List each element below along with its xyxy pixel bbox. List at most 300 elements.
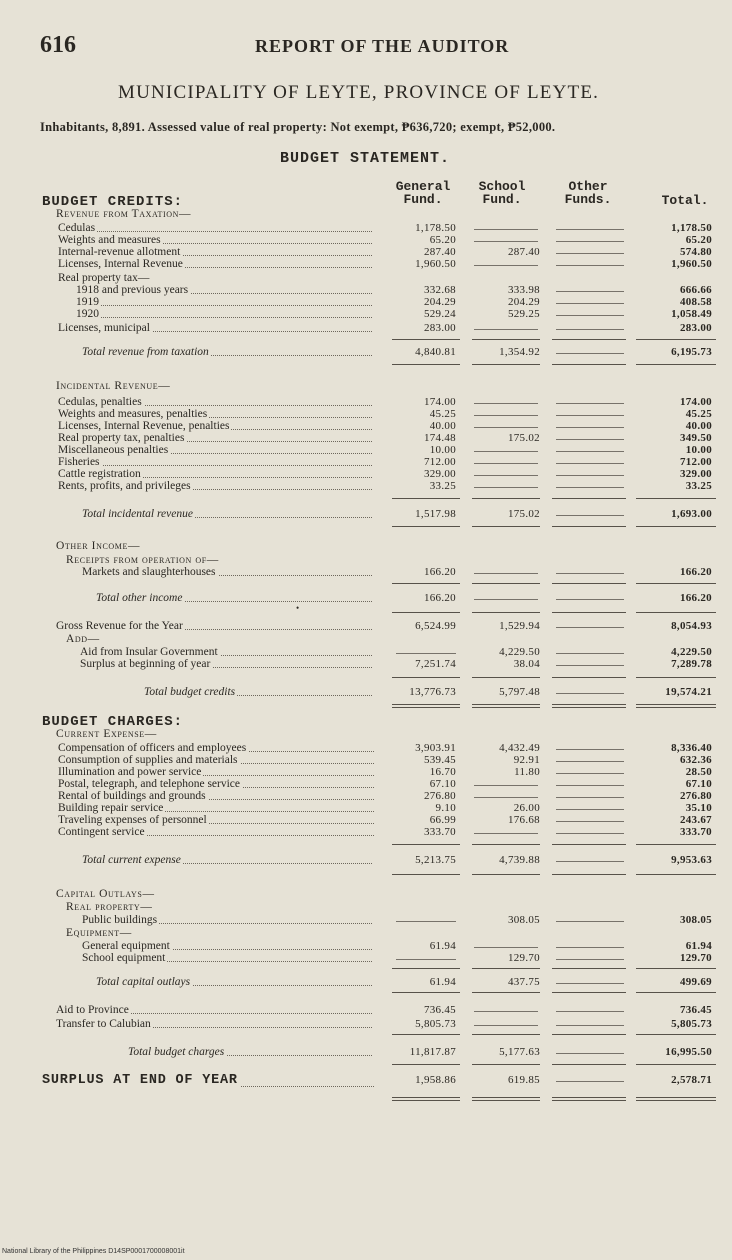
gross-revenue-row bbox=[0, 620, 732, 633]
cell-total: 16,995.50 bbox=[665, 1046, 712, 1058]
empty-cell-other bbox=[556, 463, 624, 464]
empty-cell-other bbox=[556, 241, 624, 242]
total-rule bbox=[392, 704, 460, 708]
cell-total: 1,693.00 bbox=[671, 508, 712, 520]
cell-school: 333.98 bbox=[507, 284, 540, 296]
total-rule bbox=[636, 677, 716, 678]
total-rule bbox=[552, 612, 626, 613]
table-row bbox=[0, 322, 732, 335]
empty-cell-other bbox=[556, 809, 624, 810]
cell-total: 28.50 bbox=[685, 766, 712, 778]
total-rule bbox=[392, 677, 460, 678]
total-rule bbox=[392, 583, 460, 584]
row-label bbox=[128, 1046, 372, 1059]
empty-cell-other bbox=[556, 959, 624, 960]
cell-general: 329.00 bbox=[423, 468, 456, 480]
total-rule bbox=[392, 992, 460, 993]
cell-total: 8,054.93 bbox=[671, 620, 712, 632]
incidental-total-row bbox=[0, 508, 732, 521]
total-rule bbox=[392, 1034, 460, 1035]
total-rule bbox=[552, 704, 626, 708]
table-row bbox=[0, 566, 732, 579]
total-rule bbox=[552, 339, 626, 340]
empty-cell-school bbox=[474, 487, 538, 488]
current-expense-heading: Current Expense— bbox=[56, 728, 157, 740]
cell-general: 3,903.91 bbox=[415, 742, 456, 754]
total-rule bbox=[636, 874, 716, 875]
table-row bbox=[0, 914, 732, 927]
empty-cell-other bbox=[556, 1081, 624, 1082]
total-rule bbox=[552, 1097, 626, 1101]
total-rule bbox=[472, 1064, 540, 1065]
total-rule bbox=[636, 583, 716, 584]
row-label-text: Gross Revenue for the Year bbox=[56, 620, 183, 632]
total-rule bbox=[392, 612, 460, 613]
empty-cell-other bbox=[556, 439, 624, 440]
total-rule bbox=[392, 364, 460, 365]
cell-total: 129.70 bbox=[679, 952, 712, 964]
taxation-heading: Revenue from Taxation— bbox=[56, 208, 192, 220]
total-rule bbox=[552, 498, 626, 499]
cell-school: 4,739.88 bbox=[499, 854, 540, 866]
cell-school: 287.40 bbox=[507, 246, 540, 258]
empty-cell-other bbox=[556, 451, 624, 452]
cell-general: 174.48 bbox=[423, 432, 456, 444]
cell-school: 26.00 bbox=[513, 802, 540, 814]
table-row bbox=[0, 826, 732, 839]
cell-general: 1,517.98 bbox=[415, 508, 456, 520]
cell-total: 10.00 bbox=[685, 444, 712, 456]
total-rule bbox=[552, 992, 626, 993]
empty-cell-other bbox=[556, 229, 624, 230]
total-rule bbox=[472, 992, 540, 993]
cell-total: 283.00 bbox=[679, 322, 712, 334]
current-total-row bbox=[0, 854, 732, 867]
empty-cell-school bbox=[474, 427, 538, 428]
cell-total: 276.80 bbox=[679, 790, 712, 802]
row-label-text: 1919 bbox=[76, 296, 99, 308]
empty-cell-other bbox=[556, 303, 624, 304]
report-title: REPORT OF THE AUDITOR bbox=[255, 36, 510, 56]
cell-school: 308.05 bbox=[507, 914, 540, 926]
cell-general: 16.70 bbox=[429, 766, 456, 778]
cell-total: 712.00 bbox=[679, 456, 712, 468]
cell-total: 329.00 bbox=[679, 468, 712, 480]
cell-school: 11.80 bbox=[514, 766, 540, 778]
cell-school: 204.29 bbox=[507, 296, 540, 308]
cell-general: 5,805.73 bbox=[415, 1018, 456, 1030]
total-rule bbox=[552, 844, 626, 845]
budget-credits-heading: BUDGET CREDITS: bbox=[42, 194, 184, 210]
footer-note: National Library of the Philippines D14SP0001700008001it bbox=[2, 1248, 185, 1255]
cell-general: 1,178.50 bbox=[415, 222, 456, 234]
add-heading: Add— bbox=[66, 633, 100, 645]
cell-general: 33.25 bbox=[429, 480, 456, 492]
cell-school: 5,177.63 bbox=[499, 1046, 540, 1058]
cell-school: 1,529.94 bbox=[499, 620, 540, 632]
total-rule bbox=[552, 1064, 626, 1065]
empty-cell-other bbox=[556, 515, 624, 516]
cell-general: 10.00 bbox=[429, 444, 456, 456]
total-rule bbox=[636, 968, 716, 969]
municipality-title: MUNICIPALITY OF LEYTE, PROVINCE OF LEYTE. bbox=[118, 82, 600, 103]
empty-cell-other bbox=[556, 427, 624, 428]
total-rule bbox=[472, 1097, 540, 1101]
column-header-total: Total. bbox=[661, 193, 709, 208]
row-label-text: Miscellaneous penalties bbox=[58, 444, 169, 456]
cell-general: 61.94 bbox=[429, 940, 456, 952]
empty-cell-other bbox=[556, 749, 624, 750]
row-label bbox=[82, 914, 372, 927]
cell-total: 35.10 bbox=[685, 802, 712, 814]
row-label-text: Cedulas bbox=[58, 222, 96, 234]
cell-general: 736.45 bbox=[423, 1004, 456, 1016]
cell-total: 666.66 bbox=[679, 284, 712, 296]
bullet-mark: • bbox=[296, 603, 300, 613]
row-label bbox=[58, 826, 374, 839]
column-header-general: General Fund. bbox=[395, 179, 451, 207]
cell-school: 437.75 bbox=[507, 976, 540, 988]
empty-cell-other bbox=[556, 315, 624, 316]
empty-cell-school bbox=[474, 785, 538, 786]
other-income-heading: Other Income— bbox=[56, 540, 141, 552]
empty-cell-other bbox=[556, 403, 624, 404]
cell-school: 175.02 bbox=[507, 508, 540, 520]
row-label bbox=[144, 686, 372, 699]
empty-cell-general bbox=[396, 653, 456, 654]
empty-cell-other bbox=[556, 627, 624, 628]
empty-cell-other bbox=[556, 665, 624, 666]
row-label-text: Licenses, municipal bbox=[58, 322, 150, 334]
empty-cell-school bbox=[474, 463, 538, 464]
total-rule bbox=[636, 704, 716, 708]
empty-cell-other bbox=[556, 861, 624, 862]
row-label-text: Real property tax, penalties bbox=[58, 432, 185, 444]
total-rule bbox=[472, 583, 540, 584]
row-label-text: Rental of buildings and grounds bbox=[58, 790, 206, 802]
cell-school: 175.02 bbox=[507, 432, 540, 444]
total-rule bbox=[552, 1034, 626, 1035]
cell-general: 333.70 bbox=[423, 826, 456, 838]
total-rule bbox=[392, 844, 460, 845]
total-rule bbox=[552, 526, 626, 527]
total-rule bbox=[472, 874, 540, 875]
aid-to-province-row bbox=[0, 1004, 732, 1017]
empty-cell-other bbox=[556, 353, 624, 354]
row-label bbox=[96, 592, 372, 605]
empty-cell-other bbox=[556, 833, 624, 834]
row-label-text: Rents, profits, and privileges bbox=[58, 480, 191, 492]
total-rule bbox=[392, 1097, 460, 1101]
total-rule bbox=[472, 498, 540, 499]
empty-cell-school bbox=[474, 797, 538, 798]
cell-total: 499.69 bbox=[679, 976, 712, 988]
empty-cell-school bbox=[474, 229, 538, 230]
row-label bbox=[82, 508, 372, 521]
empty-cell-general bbox=[396, 921, 456, 922]
empty-cell-school bbox=[474, 1025, 538, 1026]
row-label-text: Weights and measures bbox=[58, 234, 161, 246]
other-income-subheading: Receipts from operation of— bbox=[66, 554, 219, 566]
cell-general: 1,960.50 bbox=[415, 258, 456, 270]
column-header-school: School Fund. bbox=[478, 179, 526, 207]
empty-cell-school bbox=[474, 1011, 538, 1012]
total-rule bbox=[472, 844, 540, 845]
total-rule bbox=[552, 364, 626, 365]
cell-total: 45.25 bbox=[685, 408, 712, 420]
cell-general: 6,524.99 bbox=[415, 620, 456, 632]
empty-cell-school bbox=[474, 599, 538, 600]
cell-total: 1,178.50 bbox=[671, 222, 712, 234]
statement-title: BUDGET STATEMENT. bbox=[280, 150, 451, 167]
row-label-text: Total revenue from taxation bbox=[82, 346, 209, 358]
total-rule bbox=[392, 339, 460, 340]
total-rule bbox=[552, 583, 626, 584]
row-label bbox=[96, 976, 372, 989]
row-label-text: Compensation of officers and employees bbox=[58, 742, 247, 754]
empty-cell-other bbox=[556, 487, 624, 488]
cell-total: 19,574.21 bbox=[665, 686, 712, 698]
total-rule bbox=[472, 612, 540, 613]
empty-cell-other bbox=[556, 797, 624, 798]
total-rule bbox=[636, 992, 716, 993]
total-rule bbox=[636, 526, 716, 527]
empty-cell-other bbox=[556, 329, 624, 330]
cell-total: 632.36 bbox=[679, 754, 712, 766]
cell-school: 129.70 bbox=[507, 952, 540, 964]
cell-total: 5,805.73 bbox=[671, 1018, 712, 1030]
row-label bbox=[58, 322, 372, 335]
cell-general: 61.94 bbox=[429, 976, 456, 988]
empty-cell-other bbox=[556, 265, 624, 266]
row-label-text: Traveling expenses of personnel bbox=[58, 814, 207, 826]
cell-general: 4,840.81 bbox=[415, 346, 456, 358]
empty-cell-other bbox=[556, 773, 624, 774]
row-label-text: Internal-revenue allotment bbox=[58, 246, 181, 258]
empty-cell-other bbox=[556, 947, 624, 948]
row-label-text: Total budget charges bbox=[128, 1046, 225, 1058]
total-rule bbox=[392, 968, 460, 969]
empty-cell-other bbox=[556, 983, 624, 984]
cell-general: 332.68 bbox=[423, 284, 456, 296]
cell-general: 287.40 bbox=[423, 246, 456, 258]
cell-general: 66.99 bbox=[429, 814, 456, 826]
cell-school: 619.85 bbox=[507, 1074, 540, 1086]
cell-total: 4,229.50 bbox=[671, 646, 712, 658]
empty-cell-other bbox=[556, 1011, 624, 1012]
cell-general: 67.10 bbox=[429, 778, 456, 790]
cell-general: 9.10 bbox=[435, 802, 456, 814]
cell-total: 9,953.63 bbox=[671, 854, 712, 866]
total-rule bbox=[392, 874, 460, 875]
taxation-total-row bbox=[0, 346, 732, 359]
cell-school: 1,354.92 bbox=[499, 346, 540, 358]
row-label-text: Real property tax— bbox=[58, 272, 150, 284]
cell-total: 574.80 bbox=[679, 246, 712, 258]
row-label-text: Licenses, Internal Revenue, penalties bbox=[58, 420, 230, 432]
cell-total: 166.20 bbox=[679, 566, 712, 578]
real-property-subheading: Real property— bbox=[66, 901, 153, 913]
row-label-text: 1920 bbox=[76, 308, 99, 320]
row-label bbox=[82, 952, 372, 965]
transfer-row bbox=[0, 1018, 732, 1031]
credits-total-row bbox=[0, 686, 732, 699]
cell-general: 712.00 bbox=[423, 456, 456, 468]
row-label-text: 1918 and previous years bbox=[76, 284, 189, 296]
total-rule bbox=[636, 498, 716, 499]
total-rule bbox=[472, 704, 540, 708]
page-number: 616 bbox=[40, 32, 76, 58]
cell-general: 65.20 bbox=[429, 234, 456, 246]
empty-cell-school bbox=[474, 329, 538, 330]
row-label bbox=[42, 1074, 374, 1090]
cell-total: 174.00 bbox=[679, 396, 712, 408]
cell-total: 1,960.50 bbox=[671, 258, 712, 270]
empty-cell-school bbox=[474, 573, 538, 574]
cell-total: 736.45 bbox=[679, 1004, 712, 1016]
row-label bbox=[80, 658, 372, 671]
capital-total-row bbox=[0, 976, 732, 989]
total-rule bbox=[392, 526, 460, 527]
row-label-text: Postal, telegraph, and telephone service bbox=[58, 778, 241, 790]
cell-total: 2,578.71 bbox=[671, 1074, 712, 1086]
budget-charges-heading: BUDGET CHARGES: bbox=[42, 714, 184, 730]
row-label bbox=[82, 854, 372, 867]
total-rule bbox=[392, 498, 460, 499]
cell-total: 7,289.78 bbox=[671, 658, 712, 670]
empty-cell-other bbox=[556, 653, 624, 654]
cell-general: 13,776.73 bbox=[409, 686, 456, 698]
cell-general: 1,958.86 bbox=[415, 1074, 456, 1086]
row-label-text: Licenses, Internal Revenue bbox=[58, 258, 183, 270]
empty-cell-other bbox=[556, 761, 624, 762]
total-rule bbox=[636, 1034, 716, 1035]
empty-cell-school bbox=[474, 265, 538, 266]
row-label bbox=[76, 308, 372, 321]
row-label-text: School equipment bbox=[82, 952, 166, 964]
empty-cell-general bbox=[396, 959, 456, 960]
empty-cell-school bbox=[474, 241, 538, 242]
inhabitants-line: Inhabitants, 8,891. Assessed value of real property: Not exempt, ₱636,720; exempt, ₱52,000. bbox=[40, 120, 556, 134]
cell-general: 45.25 bbox=[429, 408, 456, 420]
capital-outlays-heading: Capital Outlays— bbox=[56, 888, 155, 900]
cell-school: 4,432.49 bbox=[499, 742, 540, 754]
column-header-other: Other Funds. bbox=[564, 179, 612, 207]
cell-general: 166.20 bbox=[423, 592, 456, 604]
cell-school: 529.25 bbox=[507, 308, 540, 320]
total-rule bbox=[636, 1064, 716, 1065]
total-rule bbox=[636, 844, 716, 845]
row-label-text: Weights and measures, penalties bbox=[58, 408, 208, 420]
total-rule bbox=[636, 612, 716, 613]
empty-cell-other bbox=[556, 475, 624, 476]
row-label-text: Total incidental revenue bbox=[82, 508, 193, 520]
table-row bbox=[0, 258, 732, 271]
cell-total: 333.70 bbox=[679, 826, 712, 838]
empty-cell-other bbox=[556, 1053, 624, 1054]
row-label bbox=[56, 620, 372, 633]
row-label-text: General equipment bbox=[82, 940, 170, 952]
row-label-text: Total budget credits bbox=[144, 686, 236, 698]
total-rule bbox=[392, 1064, 460, 1065]
table-row bbox=[0, 480, 732, 493]
row-label-text: Transfer to Calubian bbox=[56, 1018, 151, 1030]
cell-total: 8,336.40 bbox=[671, 742, 712, 754]
empty-cell-other bbox=[556, 785, 624, 786]
row-label bbox=[82, 566, 372, 579]
empty-cell-other bbox=[556, 693, 624, 694]
surplus-row bbox=[0, 1074, 732, 1090]
cell-general: 5,213.75 bbox=[415, 854, 456, 866]
row-label-text: Illumination and power service bbox=[58, 766, 202, 778]
total-rule bbox=[636, 1097, 716, 1101]
row-label bbox=[56, 1018, 372, 1031]
cell-general: 7,251.74 bbox=[415, 658, 456, 670]
row-label-text: Cattle registration bbox=[58, 468, 141, 480]
row-label bbox=[56, 1004, 372, 1017]
cell-total: 40.00 bbox=[685, 420, 712, 432]
row-label-text: Total current expense bbox=[82, 854, 181, 866]
total-rule bbox=[636, 364, 716, 365]
cell-total: 67.10 bbox=[685, 778, 712, 790]
incidental-heading: Incidental Revenue— bbox=[56, 380, 171, 392]
row-label-text: Building repair service bbox=[58, 802, 164, 814]
cell-total: 349.50 bbox=[679, 432, 712, 444]
table-row bbox=[0, 952, 732, 965]
empty-cell-school bbox=[474, 451, 538, 452]
cell-total: 1,058.49 bbox=[671, 308, 712, 320]
table-row bbox=[0, 308, 732, 321]
cell-total: 308.05 bbox=[679, 914, 712, 926]
row-label-text: Cedulas, penalties bbox=[58, 396, 142, 408]
cell-general: 166.20 bbox=[423, 566, 456, 578]
total-rule bbox=[472, 1034, 540, 1035]
empty-cell-other bbox=[556, 1025, 624, 1026]
cell-total: 65.20 bbox=[685, 234, 712, 246]
cell-total: 243.67 bbox=[679, 814, 712, 826]
cell-general: 204.29 bbox=[423, 296, 456, 308]
empty-cell-other bbox=[556, 415, 624, 416]
empty-cell-other bbox=[556, 291, 624, 292]
surplus-label: SURPLUS AT END OF YEAR bbox=[42, 1074, 238, 1088]
row-label-text: Surplus at beginning of year bbox=[80, 658, 211, 670]
row-label-text: Consumption of supplies and materials bbox=[58, 754, 238, 766]
cell-general: 529.24 bbox=[423, 308, 456, 320]
row-label-text: Contingent service bbox=[58, 826, 145, 838]
empty-cell-school bbox=[474, 415, 538, 416]
cell-general: 40.00 bbox=[429, 420, 456, 432]
cell-total: 33.25 bbox=[685, 480, 712, 492]
cell-school: 5,797.48 bbox=[499, 686, 540, 698]
row-label-text: Fisheries bbox=[58, 456, 100, 468]
cell-school: 92.91 bbox=[513, 754, 540, 766]
cell-general: 539.45 bbox=[423, 754, 456, 766]
cell-total: 408.58 bbox=[679, 296, 712, 308]
row-label bbox=[82, 346, 372, 359]
cell-school: 4,229.50 bbox=[499, 646, 540, 658]
empty-cell-other bbox=[556, 253, 624, 254]
cell-total: 6,195.73 bbox=[671, 346, 712, 358]
total-rule bbox=[552, 874, 626, 875]
empty-cell-school bbox=[474, 947, 538, 948]
total-rule bbox=[472, 526, 540, 527]
total-rule bbox=[472, 968, 540, 969]
cell-general: 283.00 bbox=[423, 322, 456, 334]
row-label bbox=[58, 258, 372, 271]
cell-general: 276.80 bbox=[423, 790, 456, 802]
cell-total: 166.20 bbox=[679, 592, 712, 604]
empty-cell-other bbox=[556, 599, 624, 600]
